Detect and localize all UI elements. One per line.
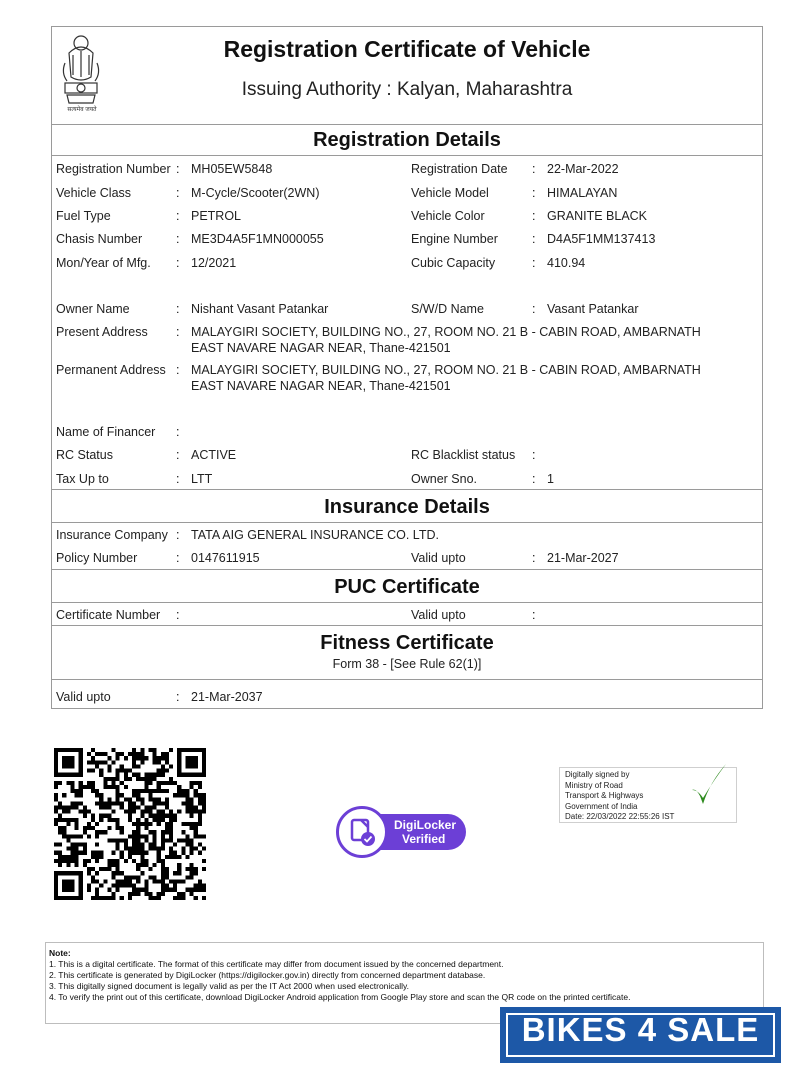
blacklist-label: RC Blacklist status bbox=[411, 448, 516, 462]
note-item: 2. This certificate is generated by DigiLocker (https://digilocker.gov.in) directly from concerned department database. bbox=[49, 970, 486, 980]
vehicle-class-value: M-Cycle/Scooter(2WN) bbox=[191, 186, 320, 200]
digilocker-circle bbox=[336, 806, 388, 858]
page-title: Registration Certificate of Vehicle bbox=[223, 36, 591, 62]
separator: : bbox=[176, 209, 180, 223]
divider bbox=[52, 679, 762, 680]
reg-number-value: MH05EW5848 bbox=[191, 162, 273, 176]
separator: : bbox=[176, 690, 180, 704]
cc-label: Cubic Capacity bbox=[411, 256, 496, 270]
digilocker-text bbox=[394, 818, 464, 846]
present-address-label: Present Address bbox=[56, 325, 148, 339]
divider bbox=[52, 569, 762, 570]
note-item: 3. This digitally signed document is legally valid as per the IT Act 2000 when used electronically. bbox=[49, 981, 410, 991]
fitness-section-title: Fitness Certificate bbox=[320, 632, 494, 654]
separator: : bbox=[176, 232, 180, 246]
issuing-authority: Issuing Authority : Kalyan, Maharashtra bbox=[241, 79, 573, 100]
engine-value: D4A5F1MM137413 bbox=[547, 232, 656, 246]
signature-line: Transport & Highways bbox=[565, 791, 644, 800]
separator: : bbox=[176, 186, 180, 200]
permanent-address-value: MALAYGIRI SOCIETY, BUILDING NO., 27, ROOM NO. 21 B - CABIN ROAD, AMBARNATH EAST NAVARE NAGAR NEAR, Thane-421501 bbox=[191, 363, 701, 393]
puc-valid-label: Valid upto bbox=[411, 608, 466, 622]
separator: : bbox=[532, 232, 536, 246]
fuel-type-label: Fuel Type bbox=[56, 209, 111, 223]
signature-date: Date: 22/03/2022 22:55:26 IST bbox=[565, 812, 675, 821]
vehicle-model-label: Vehicle Model bbox=[411, 186, 489, 200]
separator: : bbox=[176, 162, 180, 176]
puc-cert-label: Certificate Number bbox=[56, 608, 161, 622]
fitness-form: Form 38 - [See Rule 62(1)] bbox=[332, 657, 482, 671]
watermark-text: BIKES 4 SALE bbox=[521, 1011, 760, 1048]
present-address-value: MALAYGIRI SOCIETY, BUILDING NO., 27, ROOM NO. 21 B - CABIN ROAD, AMBARNATH EAST NAVARE NAGAR NEAR, Thane-421501 bbox=[191, 325, 701, 355]
owner-sno-value: 1 bbox=[547, 472, 554, 486]
emblem-caption: सत्यमेव जयते bbox=[67, 107, 97, 113]
swd-value: Vasant Patankar bbox=[547, 302, 639, 316]
financer-label: Name of Financer bbox=[56, 425, 156, 439]
signature-line: Government of India bbox=[565, 801, 638, 811]
mfg-label: Mon/Year of Mfg. bbox=[56, 256, 151, 270]
vehicle-color-label: Vehicle Color bbox=[411, 209, 485, 223]
insurance-valid-label: Valid upto bbox=[411, 551, 466, 565]
fitness-valid-value: 21-Mar-2037 bbox=[191, 690, 263, 704]
fitness-valid-label: Valid upto bbox=[56, 690, 111, 704]
separator: : bbox=[532, 448, 536, 462]
insurance-company-label: Insurance Company bbox=[56, 528, 168, 542]
separator: : bbox=[532, 302, 536, 316]
separator: : bbox=[176, 425, 180, 439]
digital-signature-box bbox=[559, 767, 737, 823]
chasis-value: ME3D4A5F1MN000055 bbox=[191, 232, 324, 246]
signature-line: Digitally signed by bbox=[565, 770, 630, 779]
separator: : bbox=[532, 551, 536, 565]
separator: : bbox=[176, 551, 180, 565]
vehicle-class-label: Vehicle Class bbox=[56, 186, 132, 200]
note-item: 4. To verify the print out of this certificate, download DigiLocker Android application from Google Play store and scan the QR code on the printed certificate. bbox=[49, 992, 631, 1002]
divider bbox=[52, 489, 762, 490]
digilocker-line2: Verified bbox=[402, 832, 446, 846]
owner-sno-label: Owner Sno. bbox=[411, 472, 478, 486]
policy-label: Policy Number bbox=[56, 551, 138, 565]
policy-value: 0147611915 bbox=[191, 551, 260, 565]
digilocker-verified-badge bbox=[336, 806, 468, 858]
divider bbox=[52, 522, 762, 523]
permanent-address-label: Permanent Address bbox=[56, 363, 166, 377]
separator: : bbox=[176, 472, 180, 486]
certificate bbox=[51, 26, 763, 709]
document-check-icon bbox=[339, 809, 385, 855]
rc-status-label: RC Status bbox=[56, 448, 113, 462]
note-title: Note: bbox=[49, 948, 71, 958]
separator: : bbox=[532, 186, 536, 200]
note-item: 1. This is a digital certificate. The format of this certificate may differ from document issued by the concerned department. bbox=[49, 959, 504, 969]
vehicle-model-value: HIMALAYAN bbox=[547, 186, 618, 200]
separator: : bbox=[532, 256, 536, 270]
insurance-section-title: Insurance Details bbox=[324, 496, 490, 518]
insurance-company-value: TATA AIG GENERAL INSURANCE CO. LTD. bbox=[191, 528, 439, 542]
divider bbox=[52, 625, 762, 626]
mfg-value: 12/2021 bbox=[191, 256, 237, 270]
separator: : bbox=[532, 472, 536, 486]
bikes4sale-watermark bbox=[500, 1007, 781, 1063]
digilocker-line1: DigiLocker bbox=[394, 818, 457, 832]
separator: : bbox=[532, 209, 536, 223]
signature-text bbox=[565, 770, 674, 823]
separator: : bbox=[176, 528, 180, 542]
divider bbox=[52, 602, 762, 603]
cc-value: 410.94 bbox=[547, 256, 586, 270]
insurance-valid-value: 21-Mar-2027 bbox=[547, 551, 619, 565]
tax-value: LTT bbox=[191, 472, 213, 486]
checkmark-icon bbox=[688, 762, 728, 810]
chasis-label: Chasis Number bbox=[56, 232, 143, 246]
owner-value: Nishant Vasant Patankar bbox=[191, 302, 329, 316]
swd-label: S/W/D Name bbox=[411, 302, 484, 316]
puc-section-title: PUC Certificate bbox=[334, 576, 480, 598]
signature-line: Ministry of Road bbox=[565, 780, 623, 790]
separator: : bbox=[176, 608, 180, 622]
registration-section-title: Registration Details bbox=[313, 129, 501, 151]
tax-label: Tax Up to bbox=[56, 472, 109, 486]
certificate-header bbox=[52, 27, 762, 125]
separator: : bbox=[176, 448, 180, 462]
rc-status-value: ACTIVE bbox=[191, 448, 237, 462]
reg-date-label: Registration Date bbox=[411, 162, 508, 176]
separator: : bbox=[532, 162, 536, 176]
engine-label: Engine Number bbox=[411, 232, 498, 246]
fuel-type-value: PETROL bbox=[191, 209, 242, 223]
qr-code bbox=[54, 748, 206, 900]
separator: : bbox=[176, 256, 180, 270]
reg-date-value: 22-Mar-2022 bbox=[547, 162, 619, 176]
separator: : bbox=[532, 608, 536, 622]
separator: : bbox=[176, 363, 180, 377]
owner-label: Owner Name bbox=[56, 302, 130, 316]
divider bbox=[52, 155, 762, 156]
reg-number-label: Registration Number bbox=[56, 162, 171, 176]
separator: : bbox=[176, 302, 180, 316]
vehicle-color-value: GRANITE BLACK bbox=[547, 209, 648, 223]
separator: : bbox=[176, 325, 180, 339]
